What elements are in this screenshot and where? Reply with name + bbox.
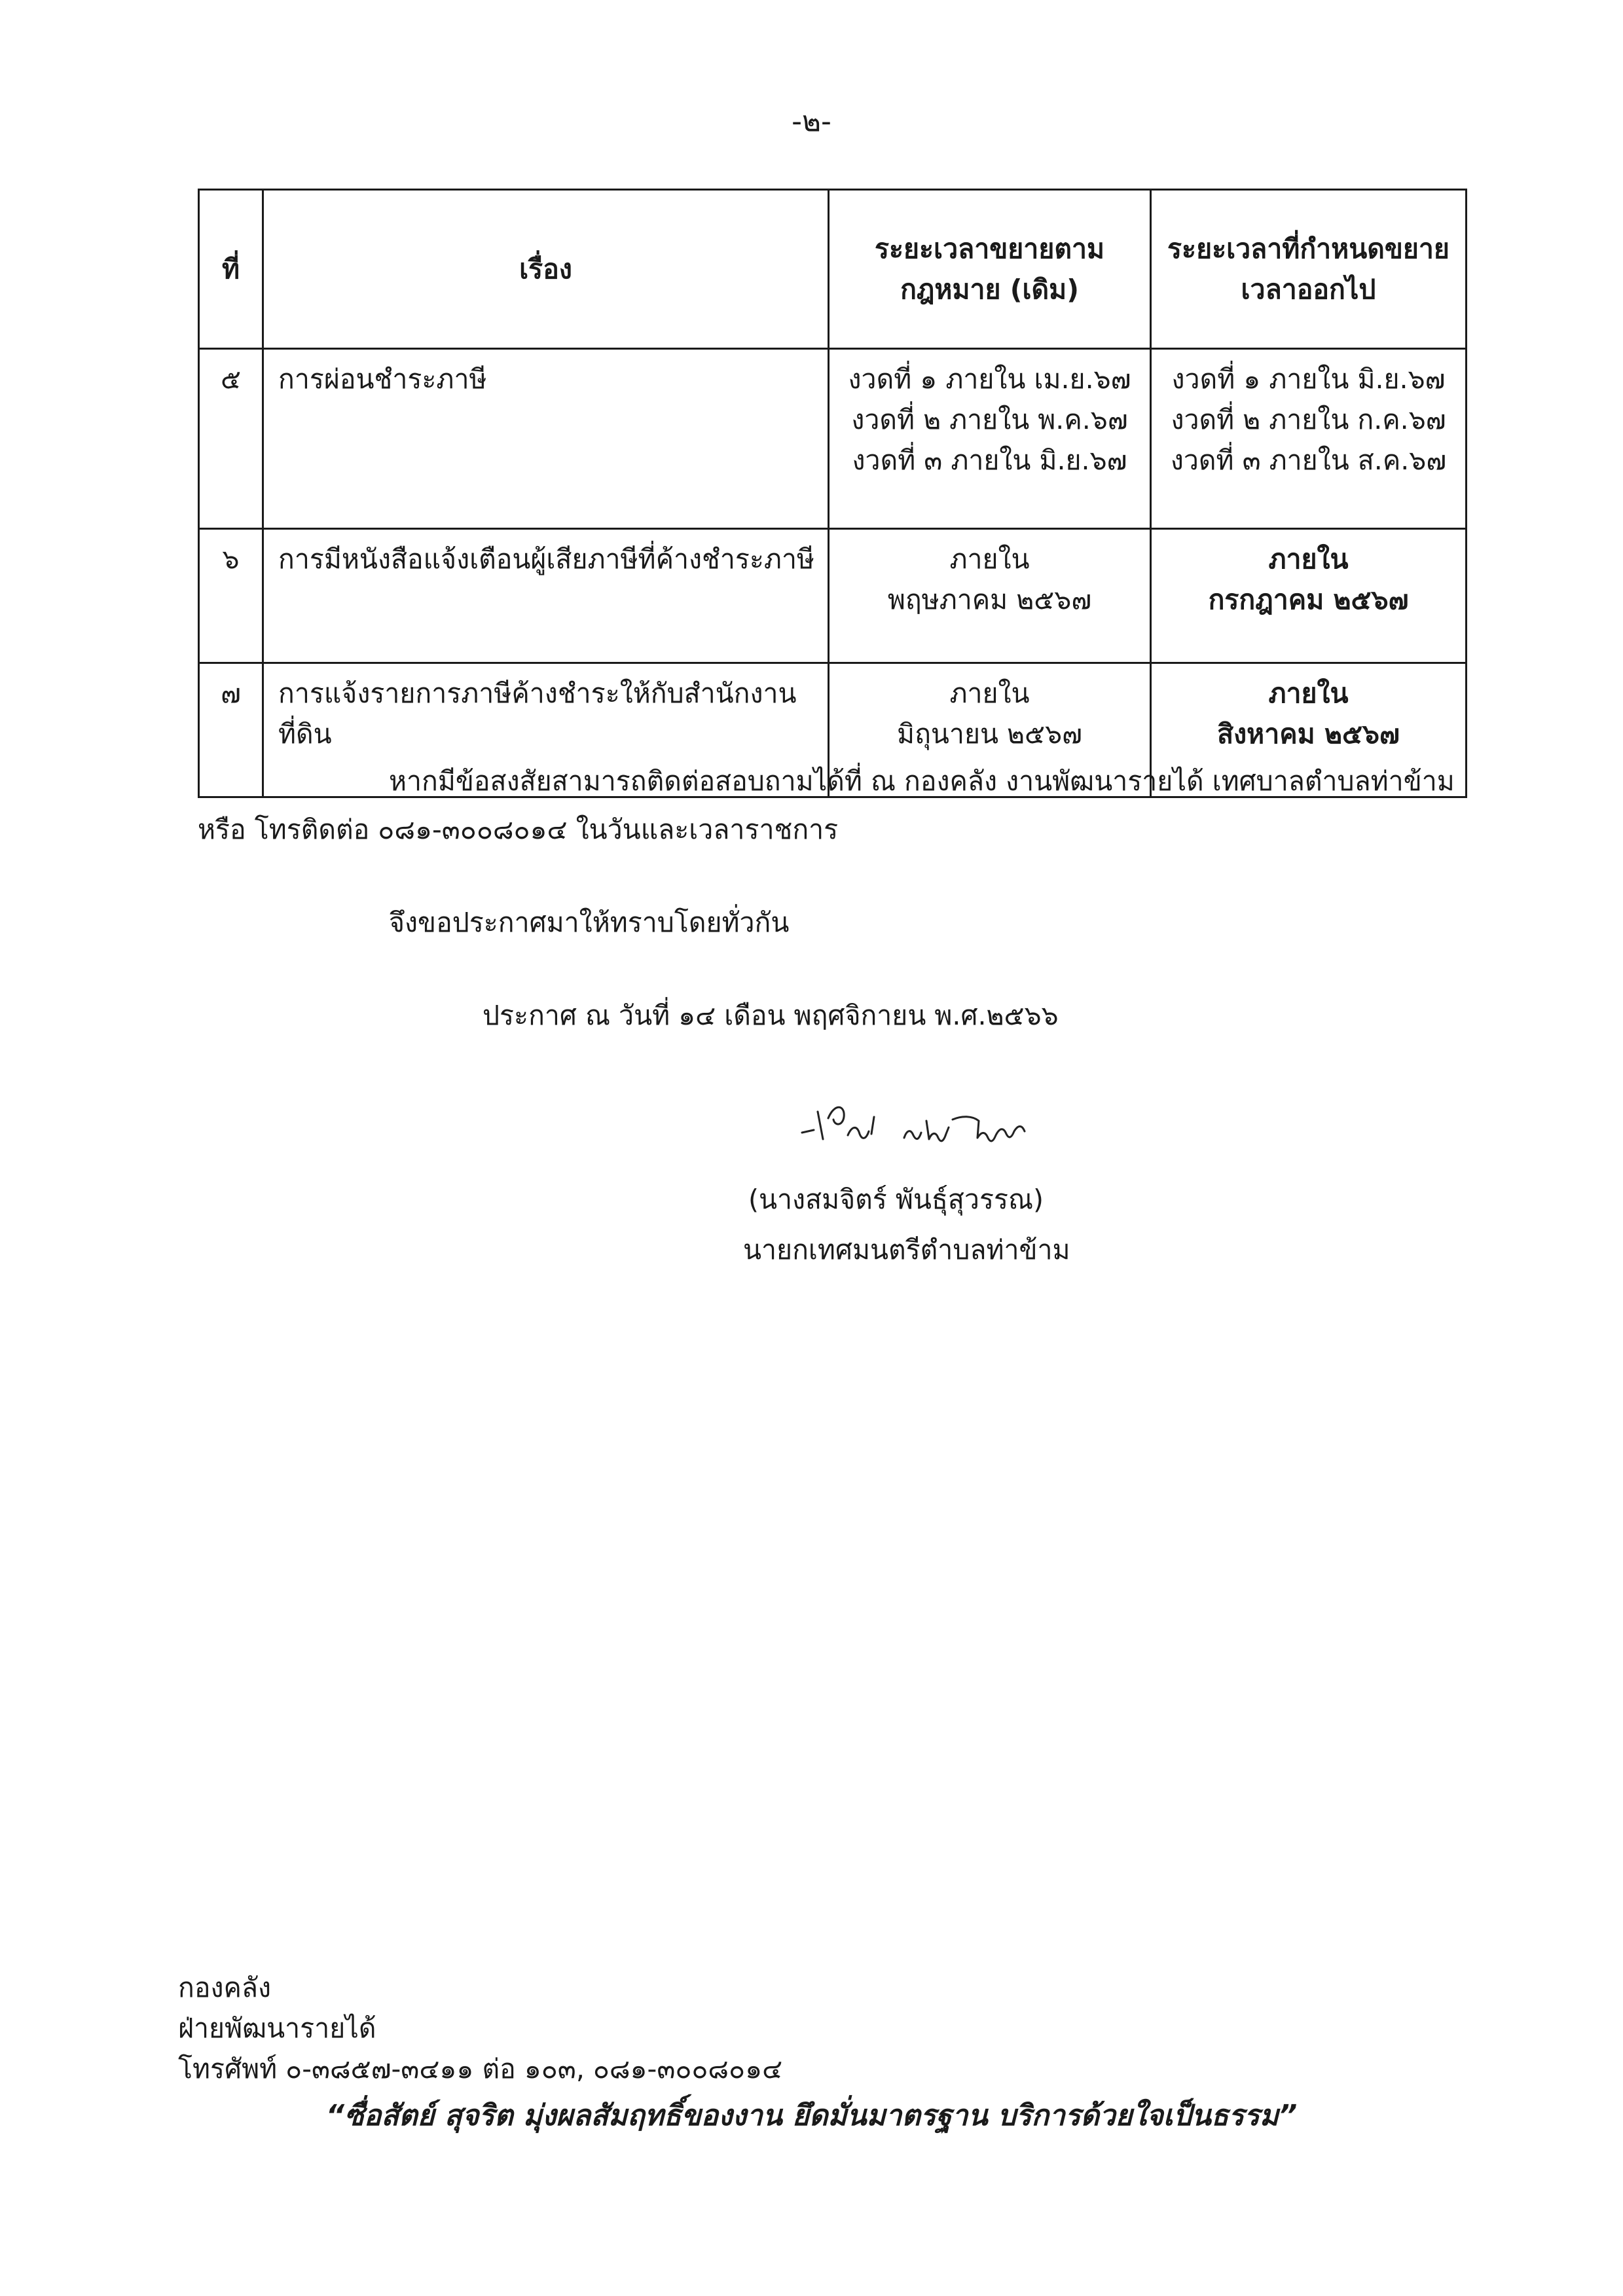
footer-contact (178, 1967, 782, 2089)
announcement-date: ประกาศ ณ วันที่ ๑๔ เดือน พฤศจิกายน พ.ศ.๒๕๖๖ (483, 1000, 1059, 1031)
header-old-period: ระยะเวลาขยายตาม กฎหมาย (เดิม) (829, 190, 1151, 349)
row-new-period: งวดที่ ๑ ภายใน มิ.ย.๖๗ งวดที่ ๒ ภายใน ก.ค.๖๗ งวดที่ ๓ ภายใน ส.ค.๖๗ (1151, 349, 1467, 529)
table-row (199, 349, 1467, 529)
header-new-period: ระยะเวลาที่กำหนดขยาย เวลาออกไป (1151, 190, 1467, 349)
tax-schedule-table (198, 189, 1467, 798)
contact-paragraph-line1: หากมีข้อสงสัยสามารถติดต่อสอบถามได้ที่ ณ กองคลัง งานพัฒนารายได้ เทศบาลตำบลท่าข้าม (389, 765, 1455, 797)
table-header-row (199, 190, 1467, 349)
row-topic: การผ่อนชำระภาษี (263, 349, 829, 529)
row-topic: การมีหนังสือแจ้งเตือนผู้เสียภาษีที่ค้างชำระภาษี (263, 529, 829, 663)
page-number: -๒- (792, 105, 831, 138)
row-topic: การแจ้งรายการภาษีค้างชำระให้กับสำนักงาน ที่ดิน (263, 663, 829, 797)
row-new-period: ภายใน สิงหาคม ๒๕๖๗ (1151, 663, 1467, 797)
row-old-period: ภายใน มิถุนายน ๒๕๖๗ (829, 663, 1151, 797)
footer-phone: โทรศัพท์ ๐-๓๘๕๗-๓๔๑๑ ต่อ ๑๐๓, ๐๘๑-๓๐๐๘๐๑๔ (178, 2053, 783, 2085)
footer-division: ฝ่ายพัฒนารายได้ (178, 2013, 376, 2044)
contact-paragraph-line2: หรือ โทรติดต่อ ๐๘๑-๓๐๐๘๐๑๔ ในวันและเวลาราชการ (198, 814, 839, 845)
row-old-period: ภายใน พฤษภาคม ๒๕๖๗ (829, 529, 1151, 663)
header-no: ที่ (199, 190, 263, 349)
row-number: ๕ (199, 349, 263, 529)
row-number: ๖ (199, 529, 263, 663)
signature-image (789, 1092, 1103, 1151)
row-number: ๗ (199, 663, 263, 797)
signatory-name: (นางสมจิตร์ พันธุ์สุวรรณ) (748, 1184, 1044, 1215)
announcement-text: จึงขอประกาศมาให้ทราบโดยทั่วกัน (389, 907, 790, 938)
signatory-position: นายกเทศมนตรีตำบลท่าข้าม (743, 1234, 1070, 1266)
row-old-period: งวดที่ ๑ ภายใน เม.ย.๖๗ งวดที่ ๒ ภายใน พ.ค.๖๗ งวดที่ ๓ ภายใน มิ.ย.๖๗ (829, 349, 1151, 529)
footer-department: กองคลัง (178, 1972, 272, 2003)
footer-motto: “ซื่อสัตย์ สุจริต มุ่งผลสัมฤทธิ์ของงาน ยึดมั่นมาตรฐาน บริการด้วยใจเป็นธรรม” (325, 2099, 1298, 2132)
row-new-period: ภายใน กรกฎาคม ๒๕๖๗ (1151, 529, 1467, 663)
header-topic: เรื่อง (263, 190, 829, 349)
table-row (199, 529, 1467, 663)
